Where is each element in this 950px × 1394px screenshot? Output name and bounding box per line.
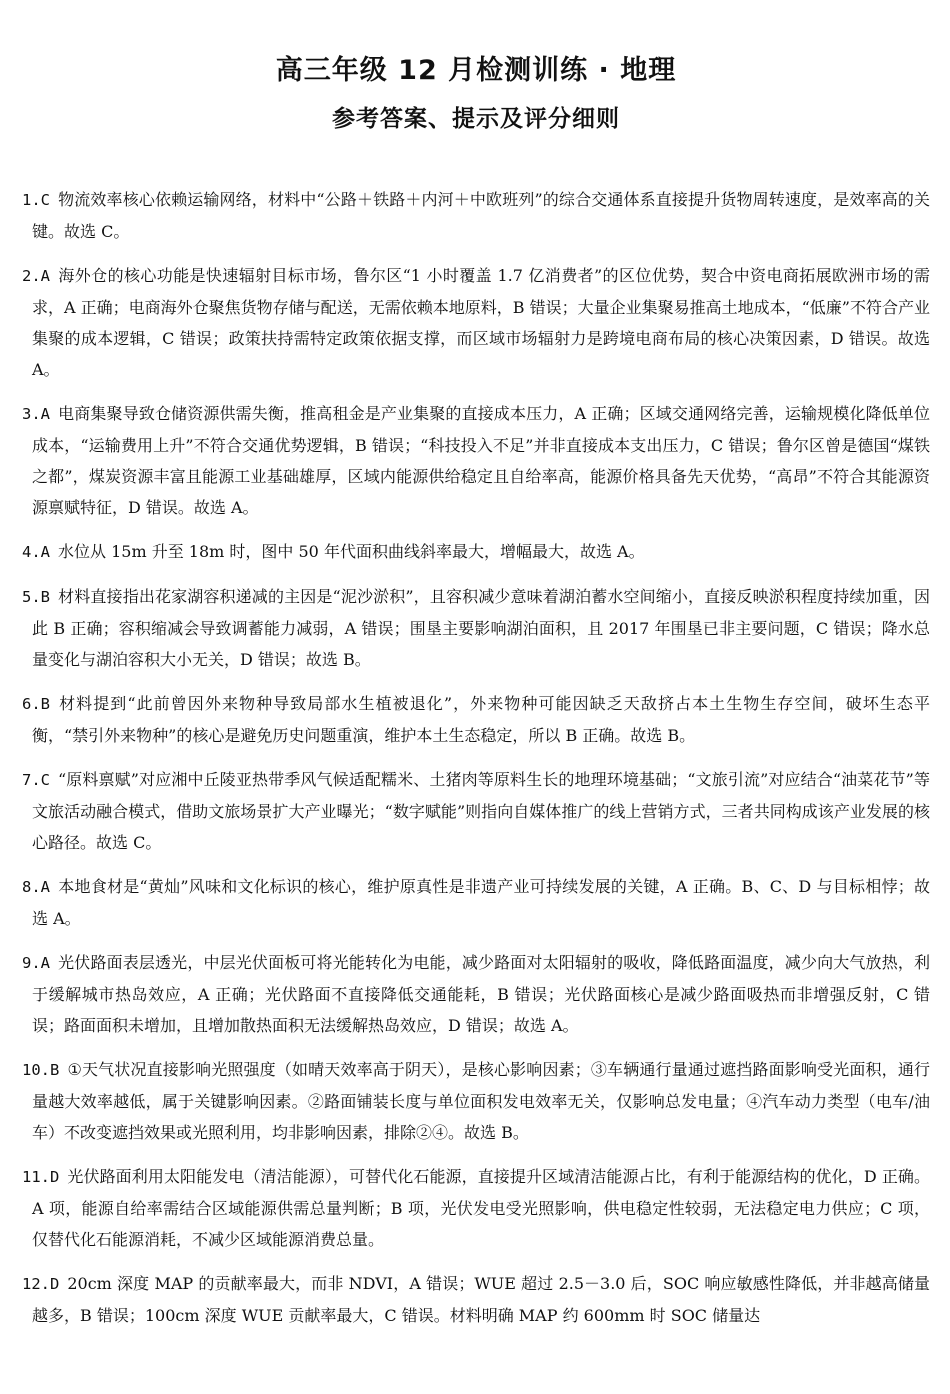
answer-explanation: ①天气状况直接影响光照强度（如晴天效率高于阴天），是核心影响因素；③车辆通行量通过遮挡路面影响受光面积，通行量越大效率越低，属于关键影响因素。②路面铺装长度与单位面积发电效率无关，仅影响总发电量；④汽车动力类型（电车/油车）不改变遮挡效果或光照利用，均非影响因素，排除②④。故选 B。 (32, 1060, 930, 1142)
answer-item-2 (22, 260, 930, 385)
answer-explanation: “原料禀赋”对应湘中丘陵亚热带季风气候适配糯米、土猪肉等原料生长的地理环境基础；“文旅引流”对应结合“油菜花节”等文旅活动融合模式，借助文旅场景扩大产业曝光；“数字赋能”则指向自媒体推广的线上营销方式，三者共同构成该产业发展的核心路径。故选 C。 (32, 770, 930, 852)
answer-explanation: 光伏路面利用太阳能发电（清洁能源），可替代化石能源，直接提升区域清洁能源占比，有利于能源结构的优化，D 正确。A 项，能源自给率需结合区域能源供需总量判断；B 项，光伏发电受光照影响，供电稳定性较弱，无法稳定电力供应；C 项，仅替代化石能源消耗，不减少区域能源消费总量。 (32, 1167, 930, 1249)
answer-item-11 (22, 1161, 930, 1255)
answer-item-9 (22, 947, 930, 1041)
page-subtitle: 参考答案、提示及评分细则 (332, 106, 620, 132)
answer-label: 9.A (22, 954, 50, 972)
answer-label: 6.B (22, 695, 50, 713)
answer-item-8 (22, 871, 930, 934)
answer-item-7 (22, 764, 930, 858)
answer-label: 1.C (22, 191, 50, 209)
answer-item-5 (22, 581, 930, 675)
answer-label: 7.C (22, 771, 50, 789)
answer-list (22, 184, 930, 1331)
answer-explanation: 光伏路面表层透光，中层光伏面板可将光能转化为电能，减少路面对太阳辐射的吸收，降低路面温度，减少向大气放热，利于缓解城市热岛效应，A 正确；光伏路面不直接降低交通能耗，B 错误；光伏路面核心是减少路面吸热而非增强反射，C 错误；路面面积未增加，且增加散热面积无法缓解热岛效应，D 错误；故选 A。 (32, 953, 930, 1035)
answer-item-1 (22, 184, 930, 247)
answer-explanation: 物流效率核心依赖运输网络，材料中“公路＋铁路＋内河＋中欧班列”的综合交通体系直接提升货物周转速度，是效率高的关键。故选 C。 (32, 190, 930, 241)
answer-label: 10.B (22, 1061, 60, 1079)
answer-label: 4.A (22, 543, 50, 561)
answer-explanation: 材料直接指出花家湖容积递减的主因是“泥沙淤积”，且容积减少意味着湖泊蓄水空间缩小，直接反映淤积程度持续加重，因此 B 正确；容积缩减会导致调蓄能力减弱，A 错误；围垦主要影响湖泊面积，且 2017 年围垦已非主要问题，C 错误；降水总量变化与湖泊容积大小无关，D 错误；故选 B。 (32, 587, 930, 669)
answer-item-3 (22, 398, 930, 523)
answer-item-6 (22, 688, 930, 751)
answer-explanation: 材料提到“此前曾因外来物种导致局部水生植被退化”，外来物种可能因缺乏天敌挤占本土生物生存空间，破坏生态平衡，“禁引外来物种”的核心是避免历史问题重演，维护本土生态稳定，所以 B 正确。故选 B。 (32, 694, 930, 745)
page-title: 高三年级 12 月检测训练 · 地理 (275, 55, 677, 86)
answer-item-12 (22, 1268, 930, 1331)
answer-explanation: 本地食材是“黄灿”风味和文化标识的核心，维护原真性是非遗产业可持续发展的关键，A 正确。B、C、D 与目标相悖；故选 A。 (32, 877, 930, 928)
answer-explanation: 20cm 深度 MAP 的贡献率最大，而非 NDVI，A 错误；WUE 超过 2.5－3.0 后，SOC 响应敏感性降低，并非越高储量越多，B 错误；100cm 深度 WUE 贡献率最大，C 错误。材料明确 MAP 约 600mm 时 SOC 储量达 (32, 1274, 930, 1325)
answer-explanation: 电商集聚导致仓储资源供需失衡，推高租金是产业集聚的直接成本压力，A 正确；区域交通网络完善，运输规模化降低单位成本，“运输费用上升”不符合交通优势逻辑，B 错误；“科技投入不足”并非直接成本支出压力，C 错误；鲁尔区曾是德国“煤铁之都”，煤炭资源丰富且能源工业基础雄厚，区域内能源供给稳定且自给率高，能源价格具备先天优势，“高昂”不符合其能源资源禀赋特征，D 错误。故选 A。 (32, 404, 930, 517)
answer-label: 3.A (22, 405, 50, 423)
answer-label: 11.D (22, 1168, 60, 1186)
answer-label: 5.B (22, 588, 50, 606)
answer-label: 12.D (22, 1275, 60, 1293)
answer-explanation: 水位从 15m 升至 18m 时，图中 50 年代面积曲线斜率最大，增幅最大，故选 A。 (58, 542, 645, 561)
answer-item-4 (22, 536, 930, 568)
answer-label: 2.A (22, 267, 50, 285)
answer-explanation: 海外仓的核心功能是快速辐射目标市场，鲁尔区“1 小时覆盖 1.7 亿消费者”的区位优势，契合中资电商拓展欧洲市场的需求，A 正确；电商海外仓聚焦货物存储与配送，无需依赖本地原料，B 错误；大量企业集聚易推高土地成本，“低廉”不符合产业集聚的成本逻辑，C 错误；政策扶持需特定政策依据支撑，而区域市场辐射力是跨境电商布局的核心决策因素，D 错误。故选 A。 (32, 266, 930, 379)
answer-item-10 (22, 1054, 930, 1148)
answer-label: 8.A (22, 878, 50, 896)
